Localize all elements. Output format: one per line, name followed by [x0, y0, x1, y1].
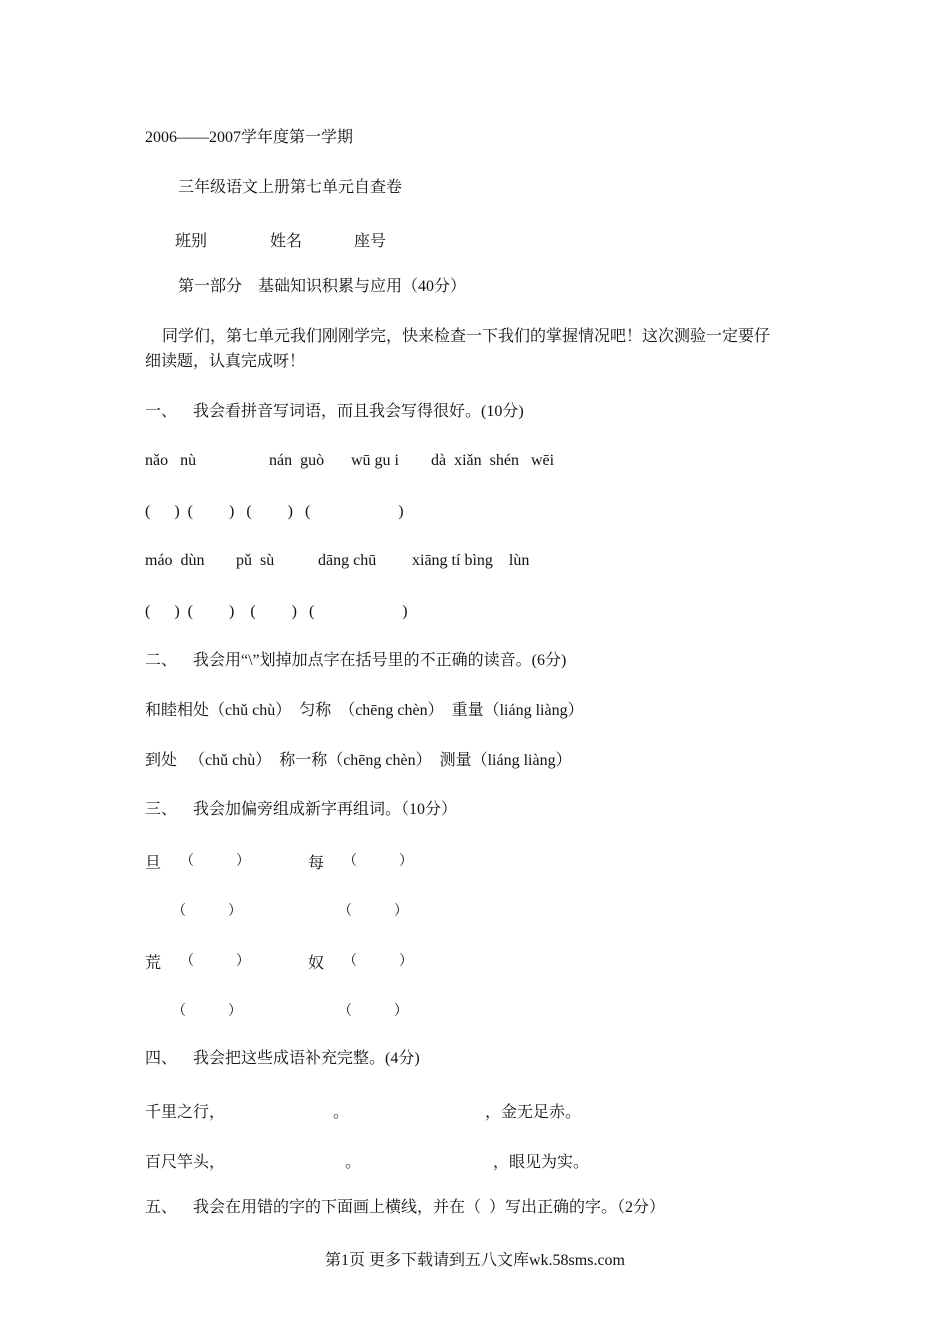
q3-char: 每	[308, 855, 325, 872]
q3-char: 旦	[145, 855, 162, 872]
page-footer: 第1页 更多下载请到五八文库wk.58sms.com	[324, 1252, 625, 1269]
q4-idiom-2-end[interactable]: ，眼见为实。	[493, 1154, 590, 1171]
q4-idiom-2-period[interactable]: 。	[345, 1154, 362, 1171]
q2-line-1[interactable]: 和睦相处（chǔ chù） 匀称 （chēng chèn） 重量（liáng liàng）	[145, 702, 584, 719]
q2-line-2[interactable]: 到处 （chǔ chù） 称一称（chēng chèn） 测量（liáng liàng）	[145, 752, 572, 769]
page-title: 三年级语文上册第七单元自查卷	[178, 179, 403, 196]
q1-pinyin: wū gu i	[351, 452, 399, 469]
part-one-heading: 第一部分 基础知识积累与应用（40分）	[178, 278, 467, 295]
q2-title: 二、 我会用“\”划掉加点字在括号里的不正确的读音。(6分)	[145, 652, 567, 669]
seat-label: 座号	[354, 233, 387, 250]
q1-pinyin: dāng chū	[318, 552, 377, 569]
q5-title: 五、 我会在用错的字的下面画上横线，并在（ ）写出正确的字。（2分）	[145, 1199, 666, 1216]
q1-pinyin: dà xiǎn shén wēi	[431, 452, 555, 469]
q3-bracket[interactable]: （ ）	[180, 954, 250, 969]
intro-line-1: 同学们，第七单元我们刚刚学完，快来检查一下我们的掌握情况吧！这次测验一定要仔	[162, 328, 771, 345]
q4-idiom-2-start: 百尺竿头，	[145, 1154, 226, 1171]
q3-title: 三、 我会加偏旁组成新字再组词。（10分）	[145, 801, 458, 818]
q1-pinyin: pǔ sù	[236, 552, 275, 569]
q4-idiom-1-start: 千里之行，	[145, 1104, 226, 1121]
q1-answer-brackets[interactable]: ( ) ( ) ( ) ( )	[145, 503, 404, 520]
q3-char: 荒	[145, 955, 162, 972]
q3-char: 奴	[308, 955, 325, 972]
q3-bracket[interactable]: （ ）	[172, 1004, 242, 1019]
q1-title: 一、 我会看拼音写词语，而且我会写得很好。(10分)	[145, 403, 524, 420]
school-year: 2006——2007学年度第一学期	[145, 129, 354, 146]
q3-bracket[interactable]: （ ）	[343, 854, 413, 869]
q1-pinyin: nǎo nù	[145, 452, 197, 469]
q3-bracket[interactable]: （ ）	[172, 904, 242, 919]
q4-idiom-1-period[interactable]: 。	[333, 1104, 350, 1121]
q3-bracket[interactable]: （ ）	[343, 954, 413, 969]
q1-answer-brackets[interactable]: ( ) ( ) ( ) ( )	[145, 603, 408, 620]
q1-pinyin: xiāng tí bìng lùn	[412, 552, 530, 569]
q3-bracket[interactable]: （ ）	[180, 854, 250, 869]
q1-pinyin: máo dùn	[145, 552, 205, 569]
class-label: 班别	[175, 233, 208, 250]
name-label: 姓名	[270, 233, 303, 250]
q3-bracket[interactable]: （ ）	[338, 1004, 408, 1019]
q1-pinyin: nán guò	[269, 452, 325, 469]
intro-line-2: 细读题，认真完成呀！	[145, 353, 306, 370]
q4-idiom-1-end[interactable]: ，金无足赤。	[485, 1104, 582, 1121]
q4-title: 四、 我会把这些成语补充完整。(4分)	[145, 1050, 420, 1067]
q3-bracket[interactable]: （ ）	[338, 904, 408, 919]
